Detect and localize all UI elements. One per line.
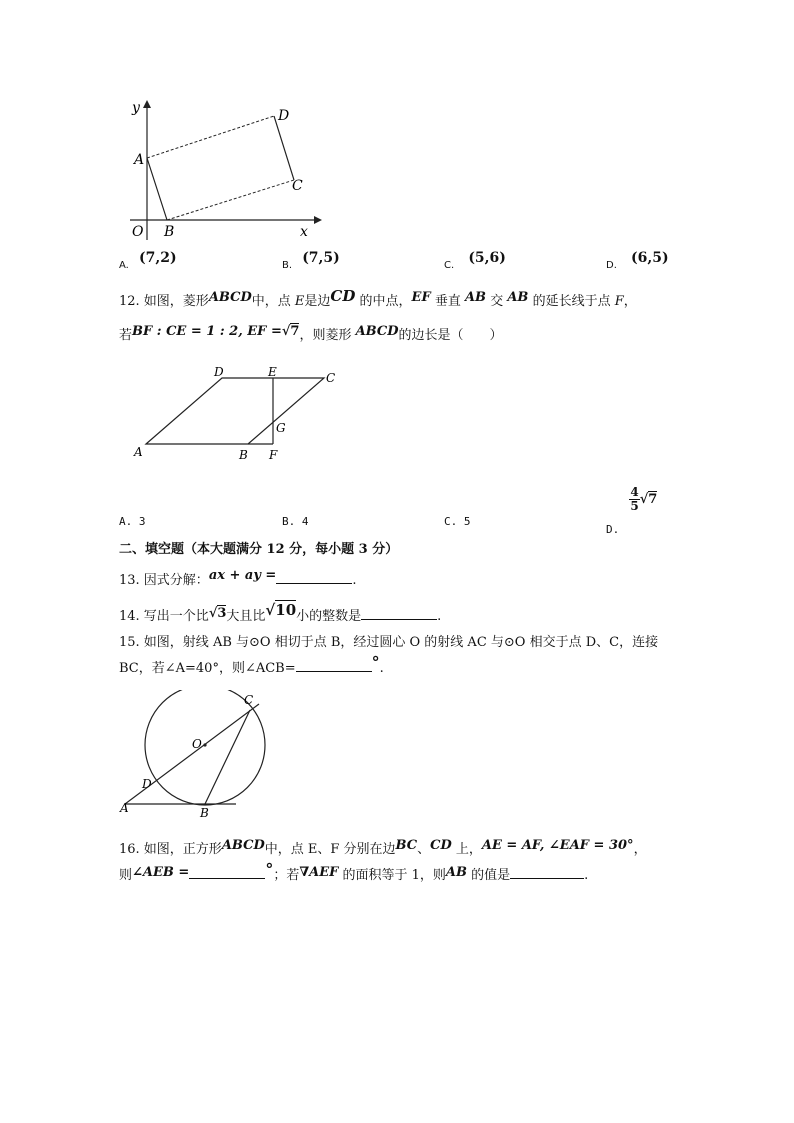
q11-figure <box>124 96 324 244</box>
q16-angle-blank[interactable] <box>189 866 265 879</box>
option-value: (7,2) <box>138 250 177 266</box>
q15-label-A: A <box>120 801 129 815</box>
q12-line2: 若BF : CE = 1 : 2, EF =√7，则菱形 ABCD的边长是（ ） <box>119 324 503 343</box>
option-letter: D. <box>606 260 617 271</box>
q14-answer-blank[interactable] <box>361 607 437 620</box>
q12-option-a[interactable]: A. 3 <box>119 515 146 528</box>
q11-label-B: B <box>164 224 175 240</box>
q12-line1: 12. 如图，菱形ABCD中，点 E是边CD 的中点，EF 垂直 AB 交 AB 的延长线于点 F， <box>119 287 637 309</box>
option-value: (6,5) <box>631 250 669 266</box>
q16-ab-blank[interactable] <box>510 866 584 879</box>
option-letter: B. <box>282 260 293 271</box>
q12-label-G: G <box>276 421 286 435</box>
q11-option-c[interactable] <box>444 250 506 272</box>
q16-line2: 则∠AEB = °；若∇AEF 的面积等于 1，则AB 的值是 . <box>119 860 589 883</box>
q12-option-d[interactable]: $_{D.}$ $\frac{4}{5}$ √7 <box>606 485 658 536</box>
q11-option-d[interactable] <box>606 250 669 272</box>
section-title: 二、填空题（本大题满分 12 分，每小题 3 分） <box>119 542 399 557</box>
fraction: $\frac{4}{5}$ <box>630 485 639 513</box>
q13-answer-blank[interactable] <box>276 571 352 584</box>
q15-label-B: B <box>200 806 209 818</box>
q11-label-A: A <box>134 152 145 168</box>
q12-condition: BF : CE = 1 : 2, EF = <box>132 324 282 339</box>
q15-answer-blank[interactable] <box>296 659 372 672</box>
q12-label-D: D <box>214 365 224 379</box>
q15-label-D: D <box>142 777 152 791</box>
q12-label-C: C <box>326 371 336 385</box>
q11-label-x: x <box>300 224 308 240</box>
q11-option-a[interactable] <box>119 250 177 272</box>
q11-label-y: y <box>132 100 140 116</box>
q11-option-b[interactable] <box>282 250 340 272</box>
option-value: (7,5) <box>302 250 340 266</box>
q12-option-b[interactable]: B. 4 <box>282 515 309 528</box>
option-value: (5,6) <box>468 250 506 266</box>
q11-label-C: C <box>292 178 303 194</box>
q14: 14. 写出一个比√3大且比√10小的整数是 . <box>119 601 442 624</box>
q12-abcd: ABCD <box>208 290 252 305</box>
q12-label-E: E <box>268 365 277 379</box>
q15-figure <box>116 690 266 818</box>
q12-label-F: F <box>269 448 278 462</box>
q12-option-c[interactable]: C. 5 <box>444 515 471 528</box>
option-letter: A. <box>119 260 129 271</box>
q11-label-D: D <box>278 108 290 124</box>
q11-label-O: O <box>132 224 144 240</box>
q12-figure <box>130 362 350 466</box>
q16-condition: AE = AF, ∠EAF = 30° <box>481 838 634 853</box>
q15-line2: BC，若∠A=40°，则∠ACB= °. <box>119 653 384 676</box>
q13: 13. 因式分解：ax + ay = . <box>119 568 357 588</box>
option-letter: C. <box>444 260 455 271</box>
q12-label-B: B <box>239 448 248 462</box>
q15-label-C: C <box>244 693 254 707</box>
q12-label-A: A <box>134 445 143 459</box>
q15-label-O: O <box>192 737 202 751</box>
q15-line1: 15. 如图，射线 AB 与⊙O 相切于点 B，经过圆心 O 的射线 AC 与⊙O 相交于点 D、C，连接 <box>119 635 659 650</box>
q16-line1: 16. 如图，正方形ABCD中，点 E、F 分别在边BC、CD 上，AE = AF, ∠EAF = 30°， <box>119 838 647 857</box>
